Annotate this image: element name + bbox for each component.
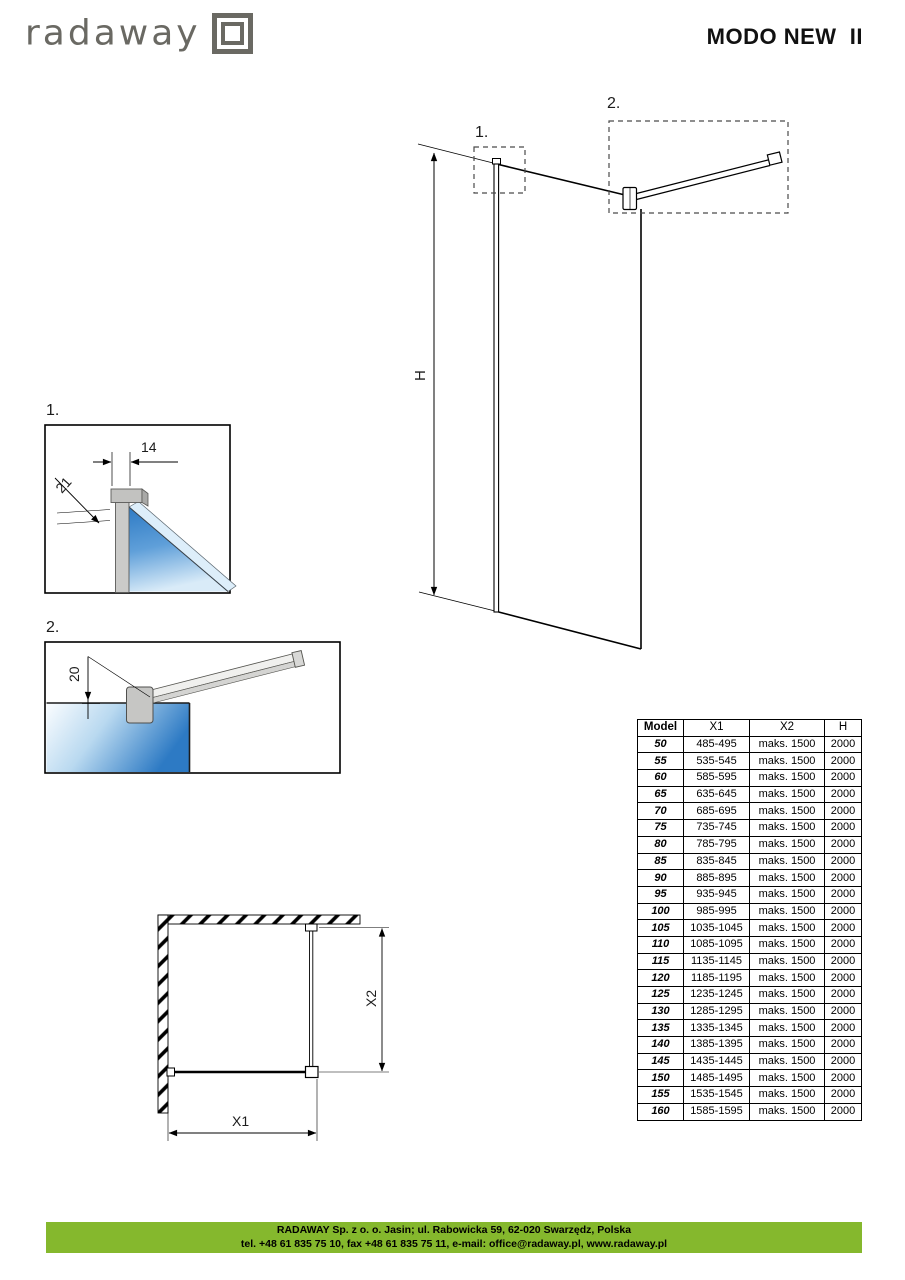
cell-h: 2000 <box>825 1003 862 1020</box>
cell-model: 155 <box>638 1087 684 1104</box>
cell-model: 140 <box>638 1037 684 1054</box>
cell-x2: maks. 1500 <box>750 870 825 887</box>
cell-x2: maks. 1500 <box>750 987 825 1004</box>
size-table-row <box>638 886 862 903</box>
cell-h: 2000 <box>825 886 862 903</box>
cell-model: 55 <box>638 753 684 770</box>
cell-x1: 1385-1395 <box>684 1037 750 1054</box>
size-table-row <box>638 803 862 820</box>
size-table <box>637 719 862 1121</box>
cell-x2: maks. 1500 <box>750 1087 825 1104</box>
footer-address-line: RADAWAY Sp. z o. o. Jasin; ul. Rabowicka 59, 62-020 Swarzędz, Polska <box>276 1224 632 1236</box>
detail-2-drawing <box>45 642 340 773</box>
cell-model: 80 <box>638 836 684 853</box>
cell-x1: 1585-1595 <box>684 1103 750 1120</box>
cell-x1: 1285-1295 <box>684 1003 750 1020</box>
cell-x1: 1535-1545 <box>684 1087 750 1104</box>
cell-h: 2000 <box>825 936 862 953</box>
cell-x2: maks. 1500 <box>750 786 825 803</box>
cell-model: 160 <box>638 1103 684 1120</box>
cell-model: 85 <box>638 853 684 870</box>
dim-label-14: 14 <box>141 439 157 455</box>
detail-2-label: 2. <box>46 619 60 636</box>
cell-x1: 585-595 <box>684 770 750 787</box>
size-table-row <box>638 753 862 770</box>
size-table-row <box>638 920 862 937</box>
cell-x2: maks. 1500 <box>750 1020 825 1037</box>
cell-x1: 785-795 <box>684 836 750 853</box>
cell-x1: 735-745 <box>684 820 750 837</box>
cell-model: 105 <box>638 920 684 937</box>
dim-label-x2: X2 <box>363 989 379 1007</box>
cell-model: 110 <box>638 936 684 953</box>
cell-h: 2000 <box>825 1070 862 1087</box>
size-table-row <box>638 1053 862 1070</box>
cell-model: 130 <box>638 1003 684 1020</box>
cell-x2: maks. 1500 <box>750 886 825 903</box>
cell-x1: 1435-1445 <box>684 1053 750 1070</box>
main-callout-1-label: 1. <box>475 124 489 141</box>
cell-x2: maks. 1500 <box>750 936 825 953</box>
cell-x1: 1135-1145 <box>684 953 750 970</box>
top-view-drawing <box>158 915 389 1141</box>
radaway-logo-square-inner <box>221 22 244 45</box>
cell-h: 2000 <box>825 836 862 853</box>
cell-x1: 1485-1495 <box>684 1070 750 1087</box>
cell-x2: maks. 1500 <box>750 803 825 820</box>
radaway-logo <box>25 13 253 54</box>
cell-model: 75 <box>638 820 684 837</box>
size-table-row <box>638 1003 862 1020</box>
cell-h: 2000 <box>825 753 862 770</box>
cell-model: 95 <box>638 886 684 903</box>
cell-x2: maks. 1500 <box>750 770 825 787</box>
cell-model: 150 <box>638 1070 684 1087</box>
col-header-x2: X2 <box>750 720 825 737</box>
cell-x1: 685-695 <box>684 803 750 820</box>
cell-h: 2000 <box>825 736 862 753</box>
cell-model: 115 <box>638 953 684 970</box>
dim-label-x1: X1 <box>232 1113 250 1129</box>
cell-model: 125 <box>638 987 684 1004</box>
dim-label-20: 20 <box>66 666 82 682</box>
size-table-row <box>638 820 862 837</box>
size-table-row <box>638 870 862 887</box>
cell-x1: 1235-1245 <box>684 987 750 1004</box>
cell-h: 2000 <box>825 803 862 820</box>
cell-h: 2000 <box>825 903 862 920</box>
cell-x2: maks. 1500 <box>750 970 825 987</box>
size-table-row <box>638 1020 862 1037</box>
cell-model: 145 <box>638 1053 684 1070</box>
size-table-row <box>638 1037 862 1054</box>
size-table-row <box>638 1070 862 1087</box>
cell-model: 120 <box>638 970 684 987</box>
cell-h: 2000 <box>825 770 862 787</box>
cell-h: 2000 <box>825 870 862 887</box>
cell-x2: maks. 1500 <box>750 1053 825 1070</box>
cell-x2: maks. 1500 <box>750 920 825 937</box>
size-table-header-row <box>638 720 862 737</box>
cell-x1: 1085-1095 <box>684 936 750 953</box>
size-table-row <box>638 836 862 853</box>
cell-h: 2000 <box>825 853 862 870</box>
detail-1-label: 1. <box>46 402 60 419</box>
cell-h: 2000 <box>825 786 862 803</box>
radaway-logo-square-icon <box>212 13 253 54</box>
cell-x1: 1335-1345 <box>684 1020 750 1037</box>
cell-model: 70 <box>638 803 684 820</box>
cell-x1: 485-495 <box>684 736 750 753</box>
cell-h: 2000 <box>825 1087 862 1104</box>
cell-model: 65 <box>638 786 684 803</box>
cell-h: 2000 <box>825 1020 862 1037</box>
cell-model: 90 <box>638 870 684 887</box>
col-header-x1: X1 <box>684 720 750 737</box>
cell-x1: 635-645 <box>684 786 750 803</box>
size-table-row <box>638 987 862 1004</box>
radaway-logo-text: radaway <box>25 13 201 53</box>
cell-h: 2000 <box>825 970 862 987</box>
cell-h: 2000 <box>825 820 862 837</box>
cell-x1: 885-895 <box>684 870 750 887</box>
cell-model: 60 <box>638 770 684 787</box>
size-table-row <box>638 953 862 970</box>
col-header-model: Model <box>638 720 684 737</box>
cell-x2: maks. 1500 <box>750 1037 825 1054</box>
cell-x2: maks. 1500 <box>750 736 825 753</box>
cell-x2: maks. 1500 <box>750 853 825 870</box>
dim-label-h: H <box>412 370 429 381</box>
cell-h: 2000 <box>825 987 862 1004</box>
cell-model: 50 <box>638 736 684 753</box>
cell-h: 2000 <box>825 1053 862 1070</box>
size-table-row <box>638 736 862 753</box>
size-table-row <box>638 770 862 787</box>
size-table-row <box>638 786 862 803</box>
main-callout-2-label: 2. <box>607 95 621 112</box>
cell-x1: 985-995 <box>684 903 750 920</box>
cell-x2: maks. 1500 <box>750 953 825 970</box>
footer-contact-line: tel. +48 61 835 75 10, fax +48 61 835 75 11, e-mail: office@radaway.pl, www.radaway.pl <box>240 1238 668 1250</box>
cell-x1: 1185-1195 <box>684 970 750 987</box>
size-table-row <box>638 1087 862 1104</box>
size-table-row <box>638 936 862 953</box>
product-title: MODO NEW II <box>706 24 863 49</box>
size-table-row <box>638 903 862 920</box>
cell-x2: maks. 1500 <box>750 836 825 853</box>
cell-model: 100 <box>638 903 684 920</box>
cell-x2: maks. 1500 <box>750 903 825 920</box>
company-footer <box>46 1222 862 1253</box>
cell-x2: maks. 1500 <box>750 1003 825 1020</box>
cell-x1: 1035-1045 <box>684 920 750 937</box>
cell-h: 2000 <box>825 953 862 970</box>
cell-h: 2000 <box>825 920 862 937</box>
size-table-row <box>638 970 862 987</box>
cell-x2: maks. 1500 <box>750 820 825 837</box>
cell-x2: maks. 1500 <box>750 1103 825 1120</box>
main-walkin-drawing <box>418 121 788 649</box>
cell-x1: 535-545 <box>684 753 750 770</box>
cell-h: 2000 <box>825 1103 862 1120</box>
cell-x1: 935-945 <box>684 886 750 903</box>
dim-label-21: 21 <box>52 473 75 497</box>
cell-model: 135 <box>638 1020 684 1037</box>
cell-h: 2000 <box>825 1037 862 1054</box>
cell-x2: maks. 1500 <box>750 753 825 770</box>
col-header-h: H <box>825 720 862 737</box>
cell-x1: 835-845 <box>684 853 750 870</box>
size-table-row <box>638 853 862 870</box>
size-table-row <box>638 1103 862 1120</box>
cell-x2: maks. 1500 <box>750 1070 825 1087</box>
